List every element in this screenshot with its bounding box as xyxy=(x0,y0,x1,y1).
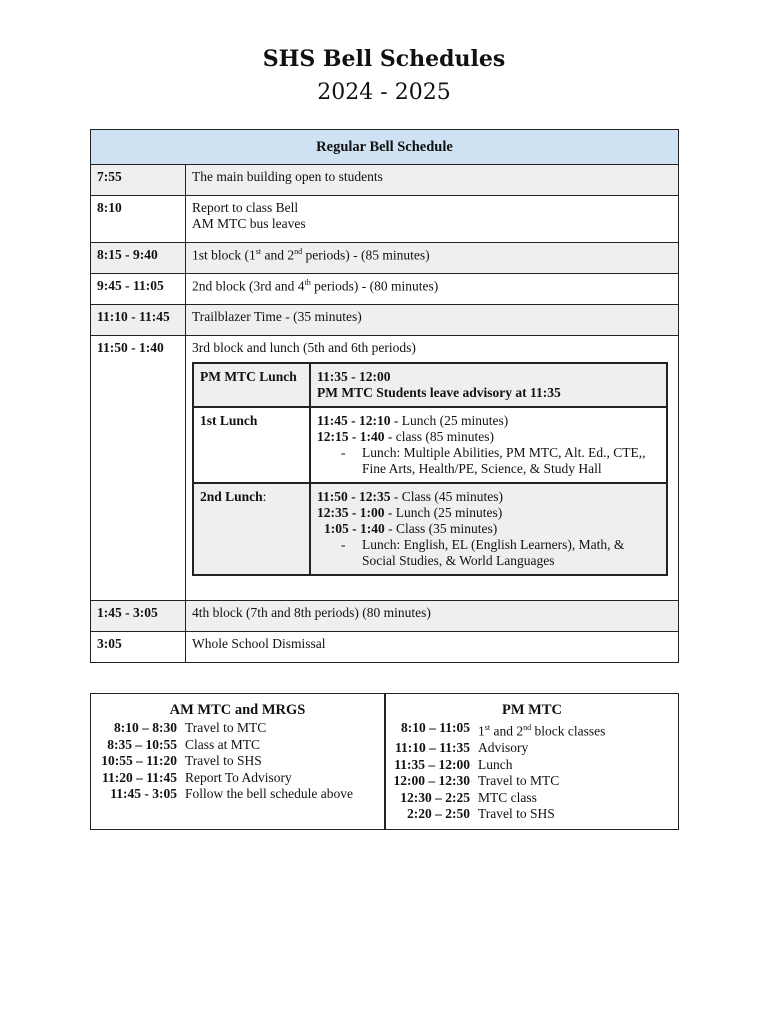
lunch-label: 1st Lunch xyxy=(193,407,310,483)
item-desc-part: block classes xyxy=(531,723,606,739)
dash-bullet: - xyxy=(341,445,346,460)
lunch-label xyxy=(193,483,310,575)
table-row xyxy=(91,305,679,336)
item-time: 2:20 – 2:50 xyxy=(407,806,470,821)
row-desc-part: and 2 xyxy=(261,247,295,263)
lunch-desc: - class (85 minutes) xyxy=(384,429,494,444)
item-time: 8:10 – 11:05 xyxy=(401,720,470,735)
row-desc xyxy=(186,243,679,274)
lunch-label: PM MTC Lunch xyxy=(193,363,310,407)
lunch-desc: - Class (45 minutes) xyxy=(390,489,503,504)
row-desc: 4th block (7th and 8th periods) (80 minutes) xyxy=(186,601,679,632)
item-desc: Travel to SHS xyxy=(185,753,262,768)
row-desc xyxy=(186,274,679,305)
lunch-line xyxy=(317,505,660,521)
lunch-detail xyxy=(310,483,667,575)
lunch-line xyxy=(317,521,660,537)
item-desc: Report To Advisory xyxy=(185,769,292,785)
lunch-time: 12:15 - 1:40 xyxy=(317,429,385,444)
schedule-header: Regular Bell Schedule xyxy=(91,130,679,165)
row-desc: Whole School Dismissal xyxy=(186,632,679,663)
list-item xyxy=(392,740,672,757)
table-row xyxy=(91,196,679,243)
lunch-time: 11:50 - 12:35 xyxy=(317,489,391,504)
item-desc: Advisory xyxy=(478,740,529,755)
lunch-line xyxy=(317,489,660,505)
table-row xyxy=(91,165,679,196)
lunch-detail xyxy=(310,407,667,483)
lunch-desc: - Lunch (25 minutes) xyxy=(384,505,503,520)
lunch-line xyxy=(317,413,660,429)
list-item xyxy=(392,720,672,740)
lunch-desc: - Class (35 minutes) xyxy=(384,521,498,536)
regular-schedule-table xyxy=(90,129,679,663)
item-desc xyxy=(470,720,605,740)
item-desc-part: 1 xyxy=(478,723,485,739)
item-time: 12:00 – 12:30 xyxy=(393,773,470,788)
lunch-line: 11:35 - 12:00 xyxy=(317,369,391,384)
row-desc xyxy=(186,336,679,601)
row-desc-part: 1st block (1 xyxy=(192,247,256,263)
item-desc: Class at MTC xyxy=(185,736,261,752)
am-mtc-column xyxy=(91,694,386,830)
table-row xyxy=(91,632,679,663)
row-desc-part: 2nd block (3rd and 4 xyxy=(192,278,305,294)
item-time: 11:20 – 11:45 xyxy=(101,769,177,785)
mtc-schedule-table xyxy=(90,693,679,830)
am-mtc-title: AM MTC and MRGS xyxy=(169,702,306,718)
row-desc-line: 3rd block and lunch (5th and 6th periods) xyxy=(192,340,416,355)
item-desc-part: and 2 xyxy=(490,723,524,739)
lunch-line xyxy=(317,429,660,445)
lunch-line: PM MTC Students leave advisory at 11:35 xyxy=(317,385,561,400)
row-desc-part: periods) - (85 minutes) xyxy=(302,247,430,263)
list-item xyxy=(97,786,378,803)
row-time: 3:05 xyxy=(91,632,186,663)
lunch-time: 11:45 - 12:10 xyxy=(317,413,391,428)
row-time: 8:15 - 9:40 xyxy=(91,243,186,274)
page-subtitle: 2024 - 2025 xyxy=(317,80,451,105)
item-desc: MTC class xyxy=(478,789,537,805)
lunch-note xyxy=(317,537,660,569)
list-item xyxy=(97,737,378,754)
item-desc: Follow the bell schedule above xyxy=(185,786,353,801)
lunch-row-second xyxy=(193,483,667,575)
superscript: th xyxy=(304,278,311,287)
list-item xyxy=(392,806,672,823)
lunch-label-text: 2nd Lunch xyxy=(200,489,263,504)
table-row xyxy=(91,601,679,632)
superscript: st xyxy=(255,247,262,256)
lunch-time: 12:35 - 1:00 xyxy=(317,505,385,520)
lunch-note xyxy=(317,445,660,477)
lunch-label-suffix: : xyxy=(262,489,267,504)
item-desc: Travel to MTC xyxy=(478,773,560,788)
lunch-time: 1:05 - 1:40 xyxy=(324,521,385,536)
row-time: 7:55 xyxy=(91,165,186,196)
row-time: 8:10 xyxy=(91,196,186,243)
list-item xyxy=(392,773,672,790)
schedule-header-row xyxy=(91,130,679,165)
table-row xyxy=(91,336,679,601)
row-desc-line: AM MTC bus leaves xyxy=(192,216,306,231)
item-time: 11:10 – 11:35 xyxy=(394,740,470,755)
item-time: 10:55 – 11:20 xyxy=(101,753,177,768)
lunch-note-text: Lunch: Multiple Abilities, PM MTC, Alt. Ed., CTE,, Fine Arts, Health/PE, Science, & Study Hall xyxy=(362,445,646,476)
page-title: SHS Bell Schedules xyxy=(262,46,506,72)
mtc-row xyxy=(91,694,679,830)
lunch-row-first xyxy=(193,407,667,483)
row-desc-part: periods) - (80 minutes) xyxy=(310,278,439,294)
table-row xyxy=(91,274,679,305)
list-item xyxy=(392,790,672,807)
item-time: 8:10 – 8:30 xyxy=(114,720,177,735)
item-desc: Travel to MTC xyxy=(185,720,267,735)
row-time: 11:10 - 11:45 xyxy=(91,305,186,336)
row-time: 1:45 - 3:05 xyxy=(91,601,186,632)
superscript: nd xyxy=(523,723,532,732)
item-time: 12:30 – 2:25 xyxy=(400,789,470,805)
item-time: 11:35 – 12:00 xyxy=(394,756,470,772)
lunch-table xyxy=(192,362,668,576)
dash-bullet: - xyxy=(341,537,346,552)
table-row xyxy=(91,243,679,274)
pm-mtc-column xyxy=(385,694,679,830)
row-time: 11:50 - 1:40 xyxy=(91,336,186,601)
lunch-detail xyxy=(310,363,667,407)
list-item xyxy=(392,757,672,774)
item-time: 11:45 - 3:05 xyxy=(110,786,177,801)
pm-mtc-title: PM MTC xyxy=(502,702,562,718)
row-desc xyxy=(186,196,679,243)
item-desc: Lunch xyxy=(478,756,513,772)
row-desc: Trailblazer Time - (35 minutes) xyxy=(186,305,679,336)
lunch-note-text: Lunch: English, EL (English Learners), Math, & Social Studies, & World Languages xyxy=(362,537,625,568)
row-time: 9:45 - 11:05 xyxy=(91,274,186,305)
list-item xyxy=(97,753,378,770)
lunch-desc: - Lunch (25 minutes) xyxy=(390,413,509,428)
list-item xyxy=(97,770,378,787)
row-desc: The main building open to students xyxy=(186,165,679,196)
superscript: nd xyxy=(294,247,303,256)
superscript: st xyxy=(484,723,491,732)
list-item xyxy=(97,720,378,737)
item-desc: Travel to SHS xyxy=(478,806,555,821)
lunch-row-pm xyxy=(193,363,667,407)
row-desc-line: Report to class Bell xyxy=(192,200,299,215)
item-time: 8:35 – 10:55 xyxy=(107,736,177,752)
